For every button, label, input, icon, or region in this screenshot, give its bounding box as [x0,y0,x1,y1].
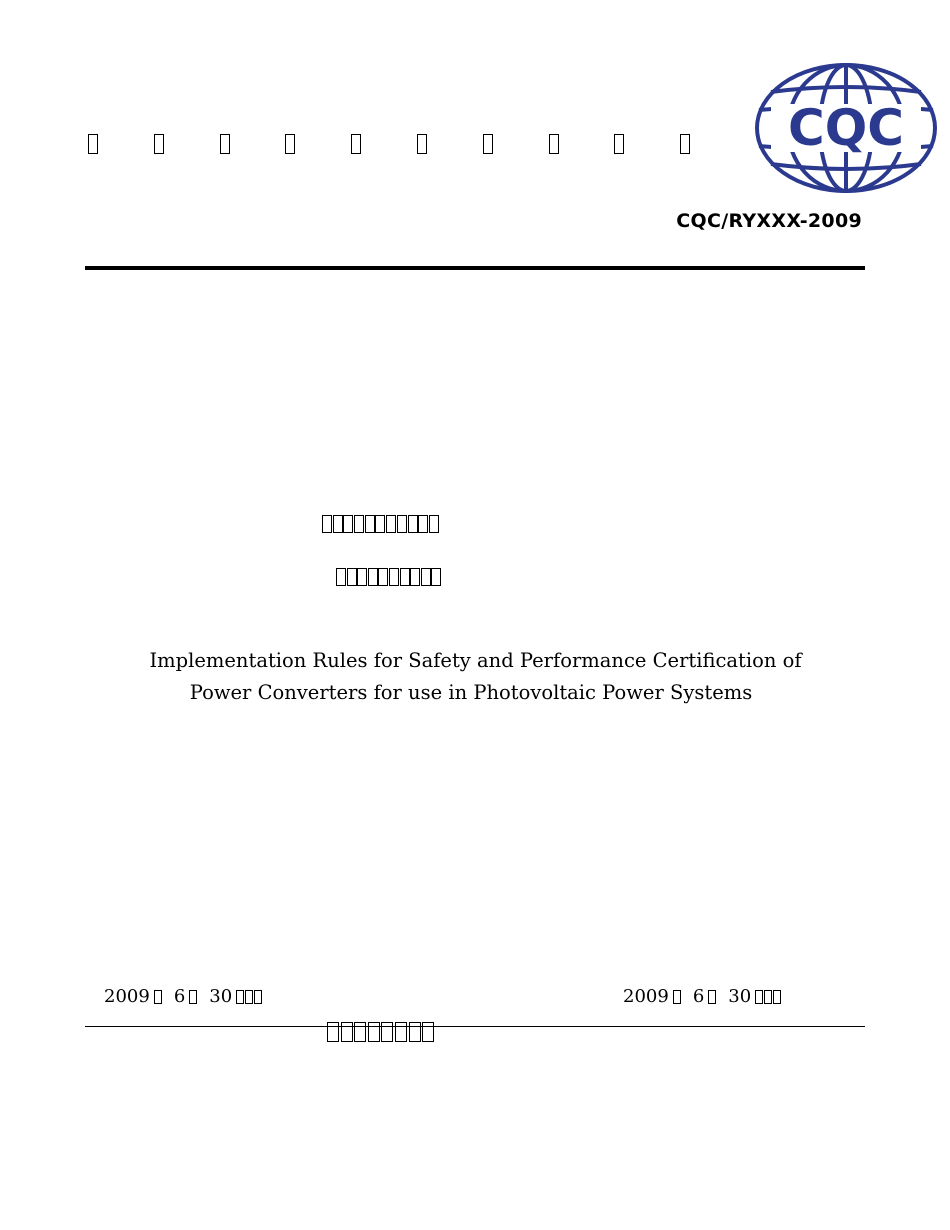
glyph-box [189,990,197,1004]
glyph-box [341,1022,353,1042]
issue-date [104,986,263,1007]
glyph-box [418,515,428,533]
glyph-box [549,134,559,154]
title-en-line-1: Implementation Rules for Safety and Performance Certification of [149,649,802,672]
issue-date-day: 30 [209,986,233,1007]
glyph-box [245,990,253,1004]
glyph-box [351,134,361,154]
glyph-box [368,1022,380,1042]
glyph-box [333,515,343,533]
header-title [88,134,708,158]
glyph-box [400,568,410,586]
glyph-box [347,568,357,586]
title-en [0,645,950,709]
issue-date-year: 2009 [104,986,150,1007]
glyph-box [322,515,332,533]
glyph-box [773,990,781,1004]
logo-text: CQC [788,99,904,157]
glyph-box [285,134,295,154]
glyph-box [614,134,624,154]
glyph-box [755,990,763,1004]
glyph-box [254,990,262,1004]
effective-date-day: 30 [728,986,752,1007]
cqc-logo [753,60,939,196]
glyph-box [354,515,364,533]
glyph-box [375,515,385,533]
glyph-box [386,515,396,533]
glyph-box [483,134,493,154]
glyph-box [410,568,420,586]
header-divider [85,266,865,270]
glyph-box [368,568,378,586]
issue-date-month: 6 [173,986,186,1007]
glyph-box [327,1022,339,1042]
glyph-box [378,568,388,586]
glyph-box [708,990,716,1004]
glyph-box [381,1022,393,1042]
glyph-box [220,134,230,154]
effective-date-year: 2009 [623,986,669,1007]
glyph-box [417,134,427,154]
issuer [327,1022,436,1042]
glyph-box [88,134,98,154]
glyph-box [354,1022,366,1042]
glyph-box [343,515,353,533]
glyph-box [236,990,244,1004]
glyph-box [429,515,439,533]
glyph-box [397,515,407,533]
glyph-box [154,134,164,154]
effective-date-month: 6 [692,986,705,1007]
title-en-line-2: Power Converters for use in Photovoltaic Power Systems [189,681,753,704]
glyph-box [365,515,375,533]
footer-divider [85,1026,865,1027]
glyph-box [357,568,367,586]
document-code: CQC/RYXXX-2009 [676,210,862,232]
glyph-box [154,990,162,1004]
title-cn-line-1 [322,515,440,533]
glyph-box [680,134,690,154]
glyph-box [336,568,346,586]
glyph-box [389,568,399,586]
glyph-box [673,990,681,1004]
glyph-box [764,990,772,1004]
glyph-box [395,1022,407,1042]
glyph-box [431,568,441,586]
glyph-box [421,568,431,586]
glyph-box [422,1022,434,1042]
title-cn-line-2 [336,568,442,586]
glyph-box [409,1022,421,1042]
effective-date [623,986,782,1007]
glyph-box [408,515,418,533]
